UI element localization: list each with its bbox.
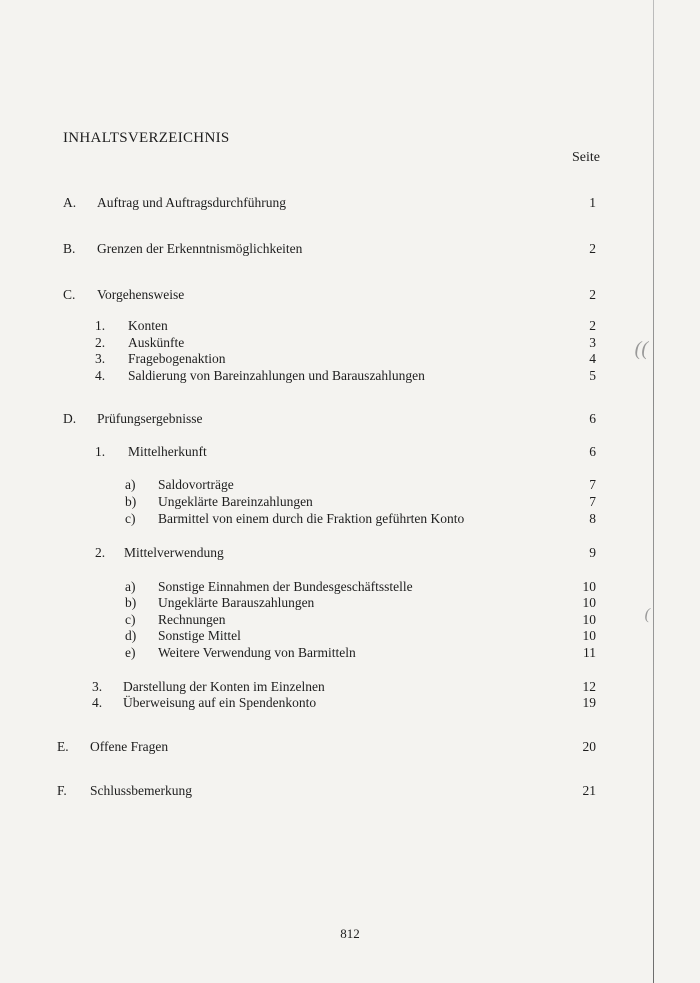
- toc-entry-number: 3.: [92, 679, 103, 694]
- toc-entry-title: Schlussbemerkung: [90, 783, 192, 798]
- toc-entry-page: 3: [589, 335, 596, 350]
- toc-entry-number: c): [125, 612, 136, 627]
- toc-entry: [0, 493, 700, 511]
- toc-entry-number: 4.: [95, 368, 106, 383]
- toc-entry: [0, 738, 700, 756]
- toc-entry-number: A.: [63, 195, 77, 210]
- page-column-label: Seite: [572, 150, 600, 165]
- toc-entry-title: Vorgehensweise: [97, 287, 185, 302]
- toc-entry-number: e): [125, 645, 136, 660]
- toc-entry: [0, 476, 700, 494]
- toc-entry-title: Mittelverwendung: [124, 545, 224, 560]
- toc-entry-title: Saldovorträge: [158, 477, 234, 492]
- toc-entry-page: 7: [589, 477, 596, 492]
- toc-entry-title: Rechnungen: [158, 612, 226, 627]
- toc-entry-number: a): [125, 579, 136, 594]
- toc-entry: [0, 782, 700, 800]
- toc-entry-number: b): [125, 595, 137, 610]
- toc-entry-page: 5: [589, 368, 596, 383]
- toc-entry-title: Saldierung von Bareinzahlungen und Barauszahlungen: [128, 368, 425, 383]
- toc-entry: [0, 594, 700, 612]
- toc-entry-number: B.: [63, 241, 76, 256]
- toc-entry-title: Konten: [128, 318, 168, 333]
- toc-entry-page: 2: [589, 287, 596, 302]
- toc-heading: INHALTSVERZEICHNIS: [63, 130, 230, 146]
- toc-entry-title: Mittelherkunft: [128, 444, 207, 459]
- toc-entry-page: 8: [589, 511, 596, 526]
- toc-entry-page: 2: [589, 318, 596, 333]
- toc-entry: [0, 410, 700, 428]
- toc-entry-page: 10: [582, 595, 596, 610]
- toc-entry-number: 2.: [95, 335, 106, 350]
- toc-entry: [0, 350, 700, 368]
- toc-entry-title: Prüfungsergebnisse: [97, 411, 203, 426]
- toc-entry-title: Grenzen der Erkenntnismöglichkeiten: [97, 241, 303, 256]
- toc-entry-title: Auskünfte: [128, 335, 185, 350]
- toc-entry-title: Fragebogenaktion: [128, 351, 226, 366]
- toc-entry-title: Ungeklärte Bareinzahlungen: [158, 494, 313, 509]
- toc-entry: [0, 644, 700, 662]
- toc-entry-page: 10: [582, 579, 596, 594]
- toc-entry-page: 9: [589, 545, 596, 560]
- toc-entry-page: 7: [589, 494, 596, 509]
- toc-entry-number: 1.: [95, 318, 106, 333]
- toc-entry: [0, 694, 700, 712]
- toc-entry-page: 2: [589, 241, 596, 256]
- toc-entry-title: Weitere Verwendung von Barmitteln: [158, 645, 356, 660]
- scan-artifact-mark: ((: [634, 338, 648, 360]
- toc-entry-page: 11: [583, 645, 596, 660]
- toc-entry-title: Ungeklärte Barauszahlungen: [158, 595, 315, 610]
- toc-entry-number: c): [125, 511, 136, 526]
- toc-entry: [0, 544, 700, 562]
- toc-entry-page: 12: [582, 679, 596, 694]
- toc-entry-title: Darstellung der Konten im Einzelnen: [123, 679, 325, 694]
- toc-entry-number: 1.: [95, 444, 106, 459]
- toc-entry-title: Sonstige Einnahmen der Bundesgeschäftsstelle: [158, 579, 413, 594]
- toc-entry-title: Sonstige Mittel: [158, 628, 241, 643]
- toc-entry-page: 21: [582, 783, 596, 798]
- toc-entry-page: 10: [582, 628, 596, 643]
- toc-entry-page: 19: [582, 695, 596, 710]
- toc-entry-page: 6: [589, 411, 596, 426]
- toc-entry-number: b): [125, 494, 137, 509]
- toc-entry: [0, 627, 700, 645]
- toc-entry-number: 3.: [95, 351, 106, 366]
- toc-entry-number: 2.: [95, 545, 106, 560]
- toc-entry: [0, 194, 700, 212]
- toc-entry: [0, 240, 700, 258]
- toc-entry: [0, 443, 700, 461]
- toc-entry: [0, 286, 700, 304]
- toc-entry: [0, 367, 700, 385]
- toc-entry-title: Überweisung auf ein Spendenkonto: [123, 695, 317, 710]
- toc-entry-number: D.: [63, 411, 77, 426]
- scan-edge-line: [653, 0, 654, 983]
- toc-entry-title: Auftrag und Auftragsdurchführung: [97, 195, 286, 210]
- toc-entry: [0, 510, 700, 528]
- toc-entry-number: E.: [57, 739, 69, 754]
- toc-entry-number: 4.: [92, 695, 103, 710]
- toc-entry: [0, 317, 700, 335]
- footer-page-number: 812: [340, 926, 360, 941]
- toc-entry-page: 6: [589, 444, 596, 459]
- toc-entry-page: 20: [582, 739, 596, 754]
- toc-entry-page: 4: [589, 351, 596, 366]
- scan-artifact-mark: (: [644, 606, 650, 623]
- toc-entry-page: 10: [582, 612, 596, 627]
- toc-entry-title: Offene Fragen: [90, 739, 169, 754]
- toc-entry-number: d): [125, 628, 137, 643]
- toc-entry-page: 1: [589, 195, 596, 210]
- toc-entry-title: Barmittel von einem durch die Fraktion geführten Konto: [158, 511, 465, 526]
- toc-entry-number: a): [125, 477, 136, 492]
- toc-entry-number: F.: [57, 783, 67, 798]
- toc-entry-number: C.: [63, 287, 76, 302]
